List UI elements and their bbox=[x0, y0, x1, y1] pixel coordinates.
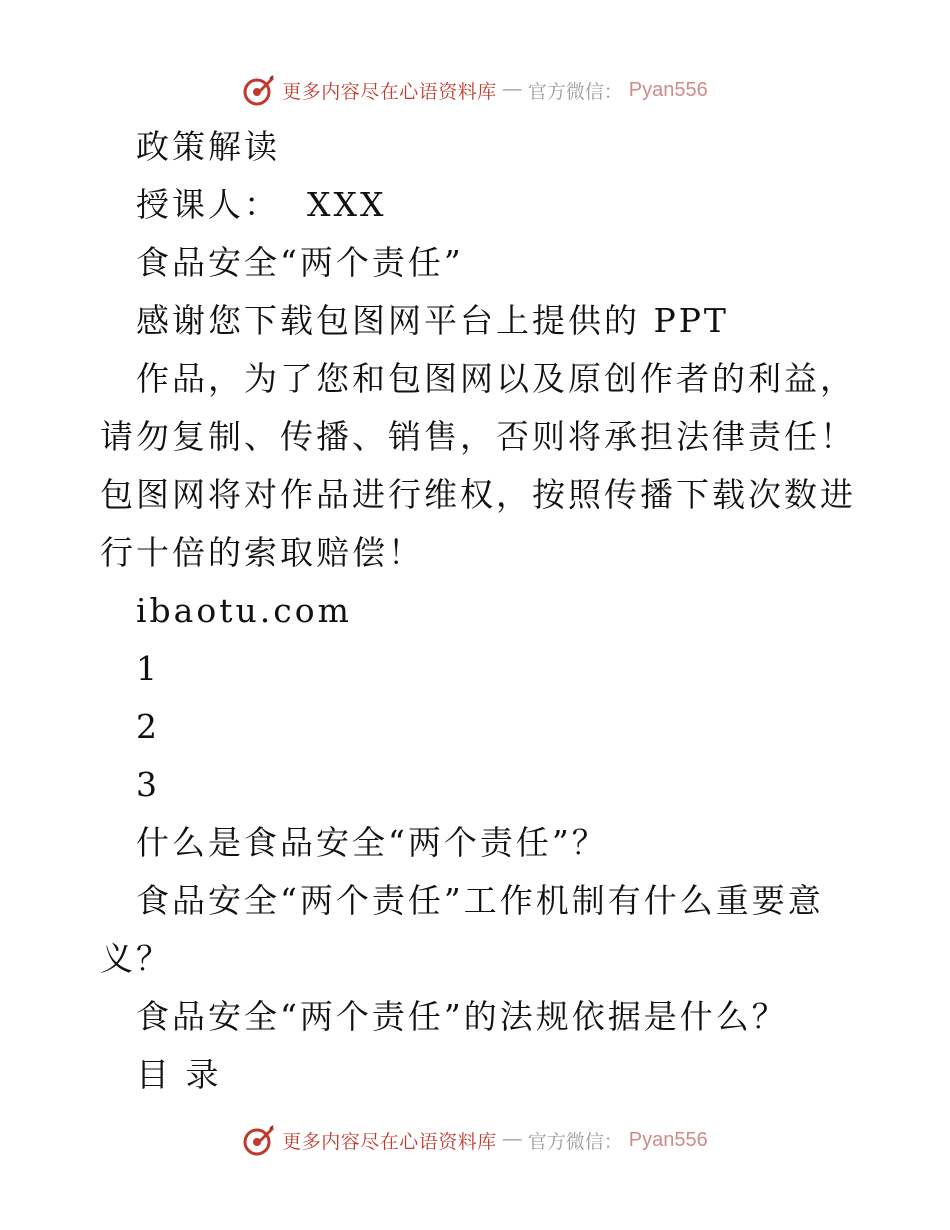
toc-heading: 目 录 bbox=[136, 1055, 222, 1094]
copyright-notice: 作品，为了您和包图网以及原创作者的利益，请勿复制、传播、销售，否则将承担法律责任！包图网将对作品进行维权，按照传播下载次数进行十倍的索取赔偿！ bbox=[100, 359, 856, 572]
banner-slogan: 更多内容尽在心语资料库 bbox=[282, 1130, 497, 1153]
question-3: 食品安全“两个责任”的法规依据是什么？ bbox=[136, 997, 788, 1036]
section-number-1: 1 bbox=[136, 649, 160, 688]
section-number-2: 2 bbox=[136, 707, 160, 746]
pen-logo-icon bbox=[242, 1123, 276, 1157]
lecturer-line: 授课人： XXX bbox=[136, 185, 387, 224]
banner-wechat-id: Pyan556 bbox=[628, 1128, 708, 1151]
header-banner bbox=[0, 70, 950, 110]
question-1: 什么是食品安全“两个责任”？ bbox=[136, 823, 608, 862]
section-number-3: 3 bbox=[136, 765, 160, 804]
banner-slogan: 更多内容尽在心语资料库 bbox=[282, 80, 497, 103]
banner-separator: — bbox=[502, 79, 522, 100]
topic-title: 食品安全“两个责任” bbox=[136, 243, 464, 282]
document-body bbox=[100, 118, 860, 1104]
pen-logo-icon bbox=[242, 73, 276, 107]
notice-first-line: 感谢您下载包图网平台上提供的 PPT bbox=[136, 301, 729, 340]
banner-wechat-label: 官方微信： bbox=[527, 80, 623, 103]
footer-banner bbox=[0, 1120, 950, 1160]
banner-wechat-label: 官方微信： bbox=[527, 1130, 623, 1153]
site-url: ibaotu.com bbox=[136, 591, 352, 630]
question-2: 食品安全“两个责任”工作机制有什么重要意义？ bbox=[100, 881, 824, 978]
policy-title: 政策解读 bbox=[136, 127, 280, 166]
banner-separator: — bbox=[502, 1129, 522, 1150]
banner-wechat-id: Pyan556 bbox=[628, 78, 708, 101]
